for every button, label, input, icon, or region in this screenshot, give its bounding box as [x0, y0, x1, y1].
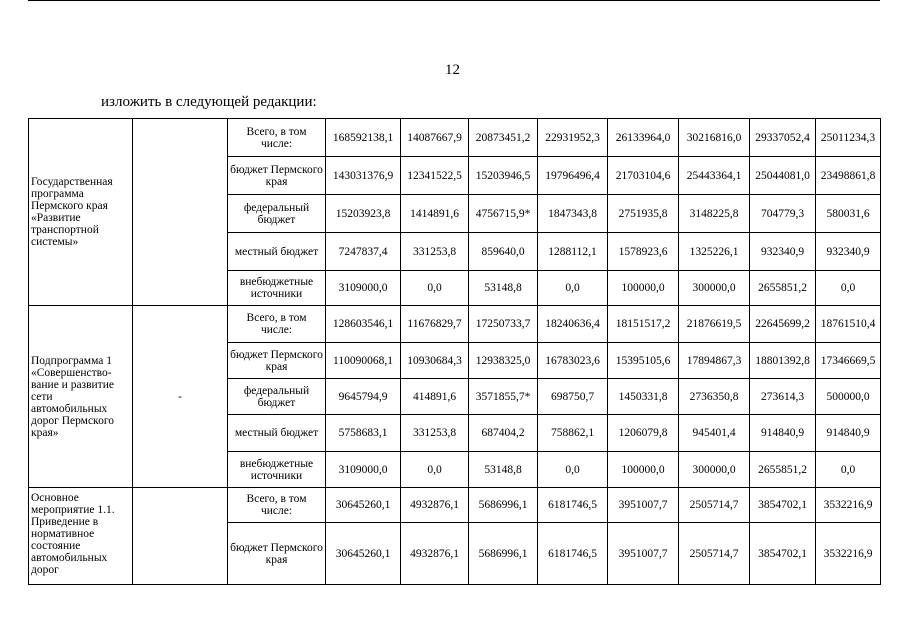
amount-cell: 17346669,5: [816, 343, 881, 379]
amount-cell: 0,0: [401, 271, 469, 306]
amount-cell: 2505714,7: [679, 523, 750, 585]
amount-cell: 0,0: [538, 271, 608, 306]
amount-cell: 4932876,1: [401, 523, 469, 585]
amount-cell: 22931952,3: [538, 119, 608, 157]
amount-cell: 0,0: [816, 271, 881, 306]
amount-cell: 2655851,2: [750, 271, 816, 306]
amount-cell: 704779,3: [750, 195, 816, 233]
amount-cell: 53148,8: [469, 452, 538, 488]
funding-source-cell: местный бюджет: [228, 233, 326, 271]
amount-cell: 2736350,8: [679, 379, 750, 415]
amount-cell: 300000,0: [679, 452, 750, 488]
table-row: [29, 306, 881, 343]
top-border-line: [28, 0, 880, 1]
amount-cell: 15395105,6: [608, 343, 679, 379]
amount-cell: 1325226,1: [679, 233, 750, 271]
amount-cell: 19796496,4: [538, 157, 608, 195]
amount-cell: 331253,8: [401, 415, 469, 452]
funding-source-cell: Всего, в том числе:: [228, 306, 326, 343]
funding-source-cell: федеральный бюджет: [228, 195, 326, 233]
amount-cell: 5686996,1: [469, 488, 538, 523]
amount-cell: 687404,2: [469, 415, 538, 452]
amount-cell: 273614,3: [750, 379, 816, 415]
amount-cell: 25044081,0: [750, 157, 816, 195]
program-name-cell: Государственная программа Пермского края «Развитие транспортной системы»: [29, 119, 133, 306]
amount-cell: 20873451,2: [469, 119, 538, 157]
amount-cell: 18801392,8: [750, 343, 816, 379]
amount-cell: 15203923,8: [326, 195, 401, 233]
amount-cell: 3571855,7*: [469, 379, 538, 415]
amount-cell: 3532216,9: [816, 488, 881, 523]
amount-cell: 1578923,6: [608, 233, 679, 271]
amount-cell: 100000,0: [608, 271, 679, 306]
amount-cell: 945401,4: [679, 415, 750, 452]
program-name-cell: Подпрограмма 1 «Совершенство-вание и развитие сети автомобильных дорог Пермского края»: [29, 306, 133, 488]
funding-source-cell: местный бюджет: [228, 415, 326, 452]
amount-cell: 1450331,8: [608, 379, 679, 415]
table-row: [29, 119, 881, 157]
amount-cell: 25011234,3: [816, 119, 881, 157]
funding-source-cell: внебюджетные источники: [228, 452, 326, 488]
amount-cell: 3854702,1: [750, 488, 816, 523]
amount-cell: 12341522,5: [401, 157, 469, 195]
amount-cell: 414891,6: [401, 379, 469, 415]
intro-text: изложить в следующей редакции:: [101, 94, 317, 110]
table-row: [29, 488, 881, 523]
amount-cell: 4932876,1: [401, 488, 469, 523]
amount-cell: 18151517,2: [608, 306, 679, 343]
amount-cell: 914840,9: [750, 415, 816, 452]
amount-cell: 5686996,1: [469, 523, 538, 585]
amount-cell: 26133964,0: [608, 119, 679, 157]
amount-cell: 932340,9: [816, 233, 881, 271]
amount-cell: 1414891,6: [401, 195, 469, 233]
executor-cell: [133, 119, 228, 306]
amount-cell: 143031376,9: [326, 157, 401, 195]
page-number: 12: [445, 62, 460, 78]
budget-table-body: [29, 119, 881, 585]
amount-cell: 15203946,5: [469, 157, 538, 195]
funding-source-cell: Всего, в том числе:: [228, 488, 326, 523]
amount-cell: 17894867,3: [679, 343, 750, 379]
amount-cell: 30216816,0: [679, 119, 750, 157]
funding-source-cell: бюджет Пермского края: [228, 343, 326, 379]
amount-cell: 1288112,1: [538, 233, 608, 271]
funding-source-cell: федеральный бюджет: [228, 379, 326, 415]
amount-cell: 30645260,1: [326, 523, 401, 585]
amount-cell: 11676829,7: [401, 306, 469, 343]
amount-cell: 698750,7: [538, 379, 608, 415]
amount-cell: 21876619,5: [679, 306, 750, 343]
amount-cell: 0,0: [538, 452, 608, 488]
amount-cell: 21703104,6: [608, 157, 679, 195]
amount-cell: 30645260,1: [326, 488, 401, 523]
amount-cell: 500000,0: [816, 379, 881, 415]
funding-source-cell: внебюджетные источники: [228, 271, 326, 306]
amount-cell: 14087667,9: [401, 119, 469, 157]
amount-cell: 3109000,0: [326, 452, 401, 488]
funding-source-cell: бюджет Пермского края: [228, 157, 326, 195]
amount-cell: 1847343,8: [538, 195, 608, 233]
amount-cell: 0,0: [401, 452, 469, 488]
amount-cell: 29337052,4: [750, 119, 816, 157]
funding-source-cell: бюджет Пермского края: [228, 523, 326, 585]
amount-cell: 0,0: [816, 452, 881, 488]
amount-cell: 17250733,7: [469, 306, 538, 343]
amount-cell: 9645794,9: [326, 379, 401, 415]
amount-cell: 3109000,0: [326, 271, 401, 306]
amount-cell: 2751935,8: [608, 195, 679, 233]
executor-cell: [133, 488, 228, 585]
amount-cell: 18761510,4: [816, 306, 881, 343]
budget-table: [28, 118, 881, 585]
funding-source-cell: Всего, в том числе:: [228, 119, 326, 157]
amount-cell: 300000,0: [679, 271, 750, 306]
amount-cell: 859640,0: [469, 233, 538, 271]
amount-cell: 5758683,1: [326, 415, 401, 452]
amount-cell: 25443364,1: [679, 157, 750, 195]
amount-cell: 6181746,5: [538, 488, 608, 523]
amount-cell: 3854702,1: [750, 523, 816, 585]
amount-cell: 3532216,9: [816, 523, 881, 585]
amount-cell: 1206079,8: [608, 415, 679, 452]
program-name-cell: Основное мероприятие 1.1. Приведение в нормативное состояние автомобильных дорог: [29, 488, 133, 585]
executor-cell: -: [133, 306, 228, 488]
amount-cell: 3951007,7: [608, 523, 679, 585]
amount-cell: 100000,0: [608, 452, 679, 488]
amount-cell: 331253,8: [401, 233, 469, 271]
amount-cell: 10930684,3: [401, 343, 469, 379]
amount-cell: 580031,6: [816, 195, 881, 233]
amount-cell: 2655851,2: [750, 452, 816, 488]
amount-cell: 758862,1: [538, 415, 608, 452]
amount-cell: 2505714,7: [679, 488, 750, 523]
amount-cell: 18240636,4: [538, 306, 608, 343]
amount-cell: 3148225,8: [679, 195, 750, 233]
amount-cell: 128603546,1: [326, 306, 401, 343]
amount-cell: 16783023,6: [538, 343, 608, 379]
amount-cell: 4756715,9*: [469, 195, 538, 233]
amount-cell: 914840,9: [816, 415, 881, 452]
amount-cell: 168592138,1: [326, 119, 401, 157]
amount-cell: 23498861,8: [816, 157, 881, 195]
amount-cell: 6181746,5: [538, 523, 608, 585]
amount-cell: 110090068,1: [326, 343, 401, 379]
amount-cell: 12938325,0: [469, 343, 538, 379]
amount-cell: 3951007,7: [608, 488, 679, 523]
amount-cell: 53148,8: [469, 271, 538, 306]
amount-cell: 7247837,4: [326, 233, 401, 271]
amount-cell: 22645699,2: [750, 306, 816, 343]
amount-cell: 932340,9: [750, 233, 816, 271]
